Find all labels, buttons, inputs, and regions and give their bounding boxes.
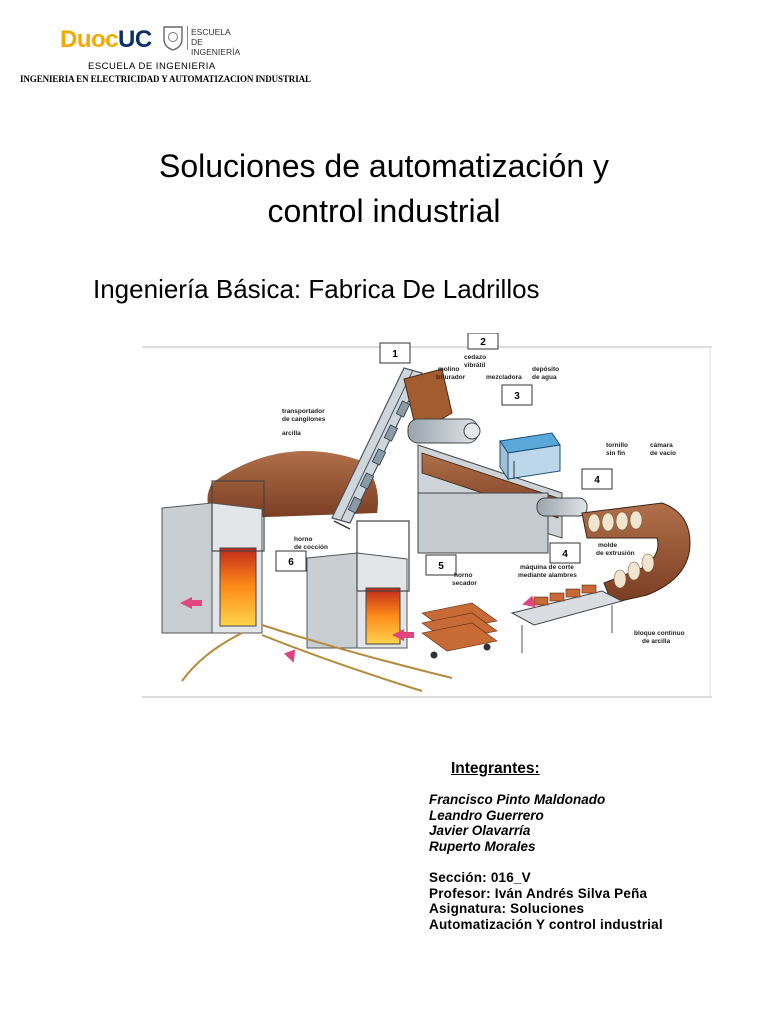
label-camara: cámara [650, 442, 673, 449]
label-maquina-2: mediante alambres [518, 572, 577, 579]
subject-line-1: Asignatura: Soluciones [429, 901, 585, 916]
factory-diagram [142, 333, 712, 699]
label-cedazo: cedazo [464, 354, 487, 361]
member-name: Francisco Pinto Maldonado [429, 792, 606, 807]
members-list [429, 792, 749, 854]
label-molde-1: molde [598, 542, 618, 549]
program-name: INGENIERIA EN ELECTRICIDAD Y AUTOMATIZACION INDUSTRIAL [20, 74, 311, 84]
step-4b-label: 4 [562, 549, 568, 560]
label-horno-coccion-2: de cocción [294, 544, 328, 551]
label-deposito: depósito [532, 366, 560, 373]
brick-factory-illustration [142, 333, 712, 699]
logo-brand-secondary: UC [118, 26, 152, 53]
label-horno-secador-2: secador [452, 580, 477, 587]
logo-separator [187, 26, 188, 50]
step-5-label: 5 [438, 561, 444, 572]
step-1-label: 1 [392, 349, 398, 360]
title-line-2: control industrial [267, 193, 501, 229]
document-title [0, 144, 768, 234]
label-transportador: transportador [282, 408, 325, 415]
dryer-kiln [307, 521, 409, 648]
logo-wordmark [60, 26, 152, 54]
logo-brand-primary: Duoc [60, 26, 118, 53]
label-triturador: triturador [436, 374, 466, 381]
label-mezcladora: mezcladora [486, 374, 522, 381]
members-heading: Integrantes: [451, 760, 540, 777]
logo-side-text [191, 27, 240, 57]
label-agua: de agua [532, 374, 557, 381]
duoc-uc-logo [60, 24, 241, 57]
section-line: Sección: 016_V [429, 870, 531, 885]
label-bloque-2: de arcilla [642, 638, 671, 645]
document-subtitle: Ingeniería Básica: Fabrica De Ladrillos [93, 274, 540, 304]
label-molde-2: de extrusión [596, 550, 635, 557]
label-vacio: de vacío [650, 450, 677, 457]
crest-icon [162, 25, 184, 51]
school-name: ESCUELA DE INGENIERIA [88, 61, 216, 72]
member-name: Ruperto Morales [429, 838, 536, 854]
label-molino: molino [438, 366, 460, 373]
member-name: Leandro Guerrero [429, 807, 544, 823]
step-4a-label: 4 [594, 475, 600, 486]
step-3-label: 3 [514, 391, 520, 402]
label-maquina-1: máquina de corte [520, 564, 574, 571]
subject-line-2: Automatización Y control industrial [429, 916, 663, 932]
logo-side-line1: ESCUELA DE [191, 27, 231, 47]
cutting-machine [512, 585, 622, 653]
step-6-label: 6 [288, 557, 294, 568]
brick-cart [422, 603, 497, 659]
professor-line: Profesor: Iván Andrés Silva Peña [429, 885, 648, 901]
title-line-1: Soluciones de automatización y [158, 148, 610, 184]
label-sinfin: sin fin [606, 450, 626, 457]
logo-side-line2: INGENIERÍA [191, 47, 241, 57]
course-info [429, 870, 749, 932]
team-block [429, 760, 749, 932]
label-tornillo: tornillo [606, 442, 629, 449]
water-tank [500, 433, 560, 479]
label-horno-secador-1: horno [454, 572, 473, 579]
step-2-label: 2 [480, 337, 486, 348]
label-arcilla: arcilla [282, 430, 301, 437]
label-vibratil: vibrátil [464, 362, 486, 369]
label-bloque-1: bloque continuo [634, 630, 685, 637]
label-horno-coccion-1: horno [294, 536, 313, 543]
label-cangilones: de cangilones [282, 416, 326, 423]
member-name: Javier Olavarría [429, 823, 531, 838]
